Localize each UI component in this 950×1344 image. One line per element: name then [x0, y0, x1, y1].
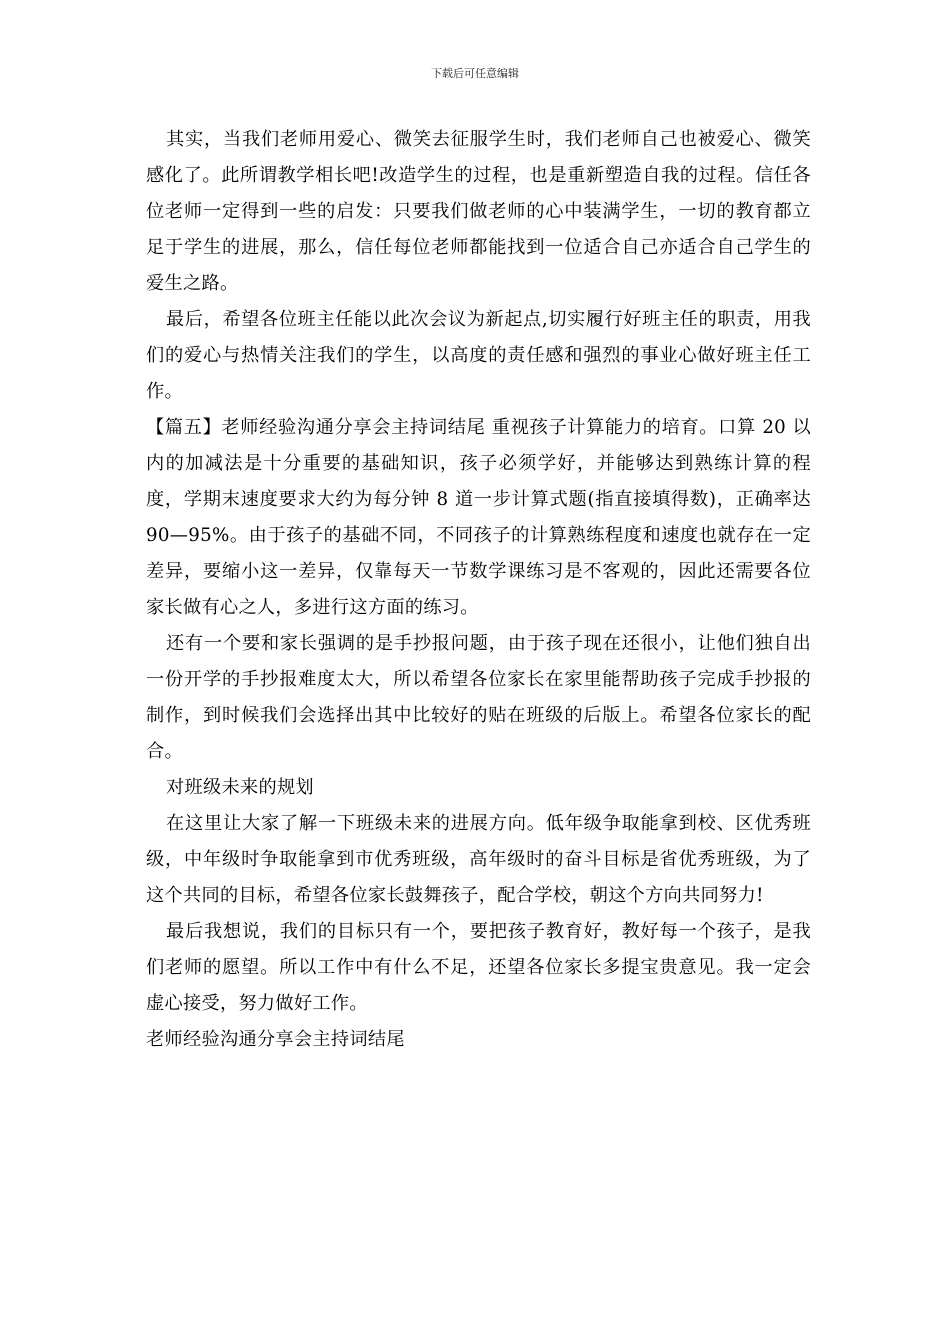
document-title-footer: 老师经验沟通分享会主持词结尾: [146, 1029, 405, 1050]
paragraph-1: 其实，当我们老师用爱心、微笑去征服学生时，我们老师自己也被爱心、微笑感化了。此所谓教学相长吧!改造学生的过程，也是重新塑造自我的过程。信任各位老师一定得到一些的启发：只要我们做老师的心中装满学生，一切的教育都立足于学生的进展，那么，信任每位老师都能找到一位适合自己亦适合自己学生的爱生之路。: [146, 129, 811, 294]
page-header-note: 下载后可任意编辑: [431, 67, 519, 80]
section-heading: 对班级未来的规划: [166, 777, 314, 798]
paragraph-2: 最后，希望各位班主任能以此次会议为新起点,切实履行好班主任的职责，用我们的爱心与热情关注我们的学生，以高度的责任感和强烈的事业心做好班主任工作。: [146, 309, 811, 402]
paragraph-4: 还有一个要和家长强调的是手抄报问题，由于孩子现在还很小，让他们独自出一份开学的手抄报难度太大，所以希望各位家长在家里能帮助孩子完成手抄报的制作，到时候我们会选择出其中比较好的贴在班级的后版上。希望各位家长的配合。: [146, 633, 811, 762]
paragraph-6: 最后我想说，我们的目标只有一个，要把孩子教育好，教好每一个孩子，是我们老师的愿望。所以工作中有什么不足，还望各位家长多提宝贵意见。我一定会虚心接受，努力做好工作。: [146, 921, 811, 1014]
paragraph-3: 【篇五】老师经验沟通分享会主持词结尾 重视孩子计算能力的培育。口算 20 以内的加减法是十分重要的基础知识，孩子必须学好，并能够达到熟练计算的程度，学期末速度要求大约为每分钟 8 道一步计算式题(指直接填得数)，正确率达 90—95%。由于孩子的基础不同，不同孩子的计算熟练程度和速度也就存在一定差异，要缩小这一差异，仅靠每天一节数学课练习是不客观的，因此还需要各位家长做有心之人，多进行这方面的练习。: [146, 417, 811, 618]
paragraph-5: 在这里让大家了解一下班级未来的进展方向。低年级争取能拿到校、区优秀班级，中年级时争取能拿到市优秀班级，高年级时的奋斗目标是省优秀班级，为了这个共同的目标，希望各位家长鼓舞孩子，配合学校，朝这个方向共同努力!: [146, 813, 811, 906]
document-body: [146, 122, 811, 1058]
